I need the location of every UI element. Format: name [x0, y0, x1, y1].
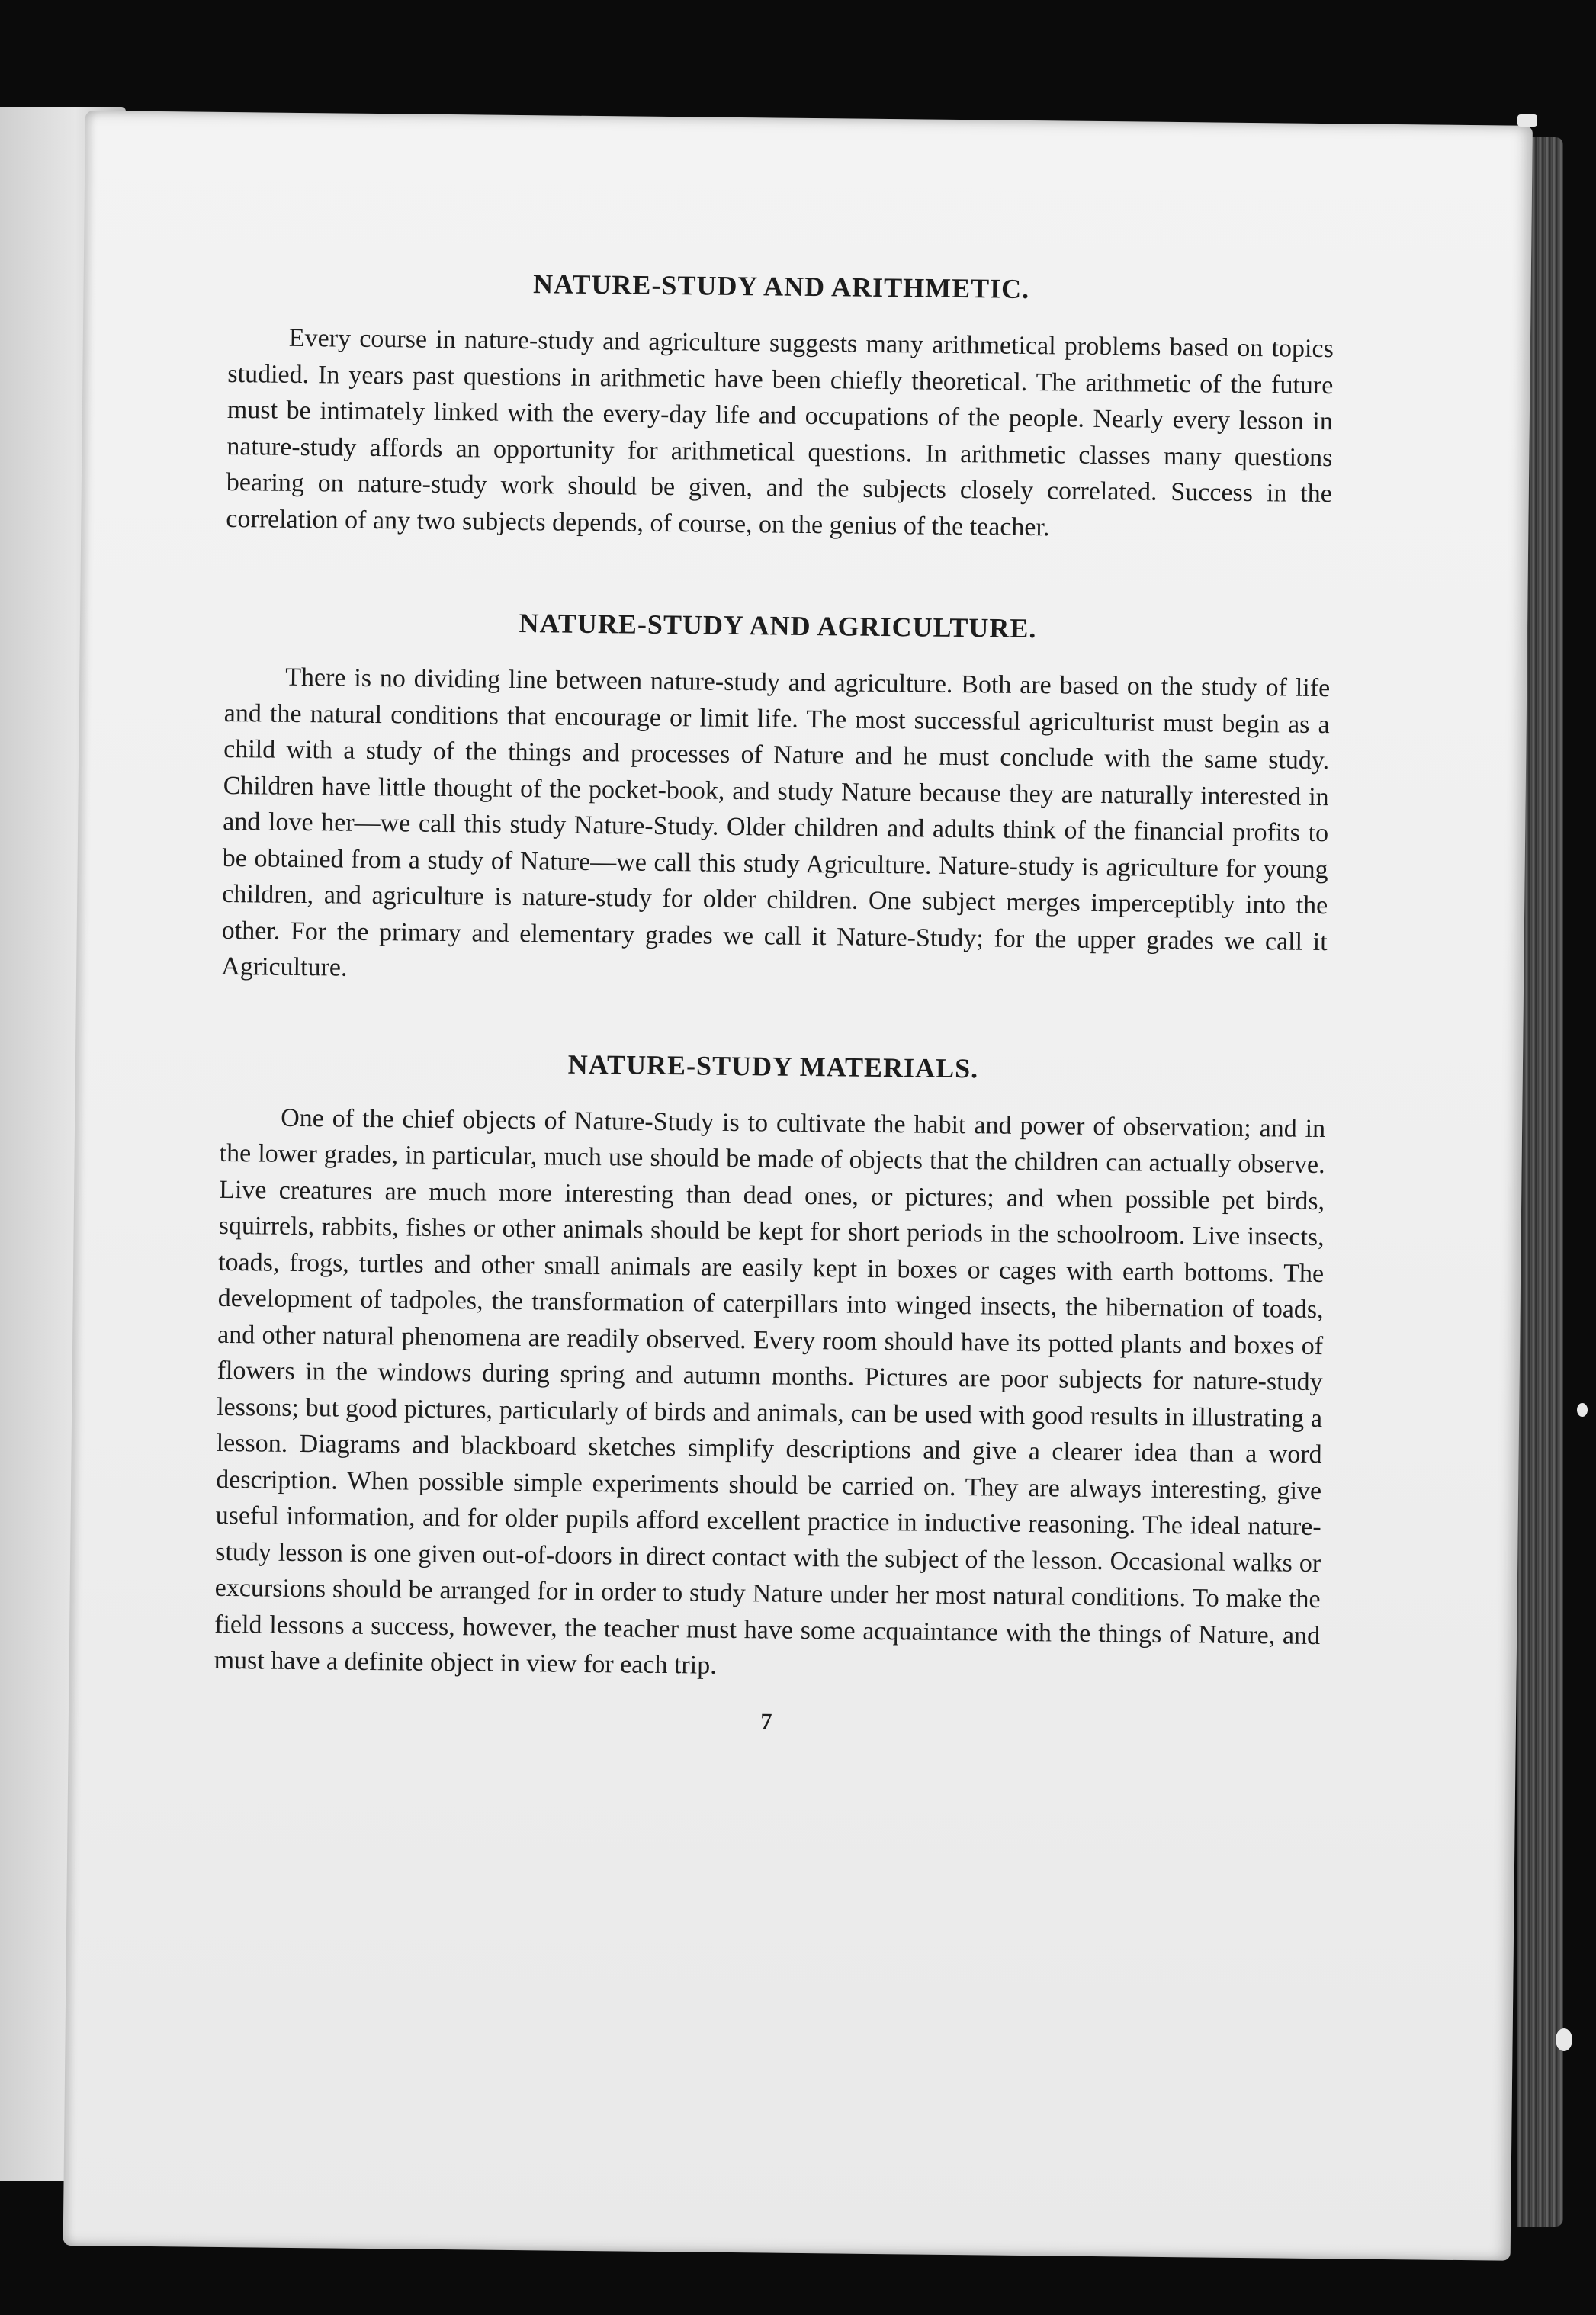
- section-heading: NATURE-STUDY AND ARITHMETIC.: [532, 268, 1030, 304]
- section-materials: [214, 1044, 1326, 1690]
- page-number: 7: [760, 1708, 772, 1735]
- section-paragraph: There is no dividing line between nature-study and agriculture. Both are based on the study of life and the natural conditions that encourage or limit life. The most successful agriculturist must begin as a child with a study of the things and processes of Nature and he must conclude with the same study. Children have little thought of the pocket-book, and study Nature because they are naturally interested in and love her—we call this study Nature-Study. Older children and adults think of the financial profits to be obtained from a study of Nature—we call this study Agriculture. Nature-study is agriculture for young children, and agriculture is nature-study for older children. One subject merges imperceptibly into the other. For the primary and elementary grades we call it Nature-Study; for the upper grades we call it Agriculture.: [221, 663, 1331, 982]
- section-arithmetic: [226, 265, 1334, 548]
- section-agriculture: [221, 604, 1331, 997]
- section-heading: NATURE-STUDY MATERIALS.: [567, 1048, 979, 1084]
- dust-speck: [1517, 114, 1537, 127]
- section-heading: NATURE-STUDY AND AGRICULTURE.: [519, 607, 1037, 644]
- dust-speck: [1577, 1403, 1588, 1417]
- right-page: [63, 111, 1533, 2261]
- section-paragraph: One of the chief objects of Nature-Study is to cultivate the habit and power of observation; and in the lower grades, in particular, much use should be made of objects that the children can actually observe. Live creatures are much more interesting than dead ones, or pictures; and when possible pet birds, squirrels, rabbits, fishes or other animals should be kept for short periods in the schoolroom. Live insects, toads, frogs, turtles and other small animals are easily kept in boxes or cages with earth bottoms. The development of tadpoles, the transformation of caterpillars into winged insects, the hibernation of toads, and other natural phenomena are readily observed. Every room should have its potted plants and boxes of flowers in the windows during spring and autumn months. Pictures are poor subjects for nature-study lessons; but good pictures, particularly of birds and animals, can be used with good results in illustrating a lesson. Diagrams and blackboard sketches simplify descriptions and give a clearer idea than a word description. When possible simple experiments should be carried on. They are always interesting, give useful information, and for older pupils afford excellent practice in inductive reasoning. The ideal nature-study lesson is one given out-of-doors in direct contact with the subject of the lesson. Occasional walks or excursions should be arranged for in order to study Nature under her most natural conditions. To make the field lessons a success, however, the teacher must have some acquaintance with the things of Nature, and must have a definite object in view for each trip.: [214, 1103, 1326, 1680]
- section-paragraph: Every course in nature-study and agriculture suggests many arithmetical problems based on topics studied. In years past questions in arithmetic have been chiefly theoretical. The arithmetic of the future must be intimately linked with the every-day life and occupations of the people. Nearly every lesson in nature-study affords an opportunity for arithmetical questions. In arithmetic classes many questions bearing on nature-study work should be given, and the subjects closely correlated. Success in the correlation of any two subjects depends, of course, on the genius of the teacher.: [226, 323, 1334, 541]
- page-content: [214, 265, 1334, 1741]
- dust-speck: [1556, 2028, 1572, 2051]
